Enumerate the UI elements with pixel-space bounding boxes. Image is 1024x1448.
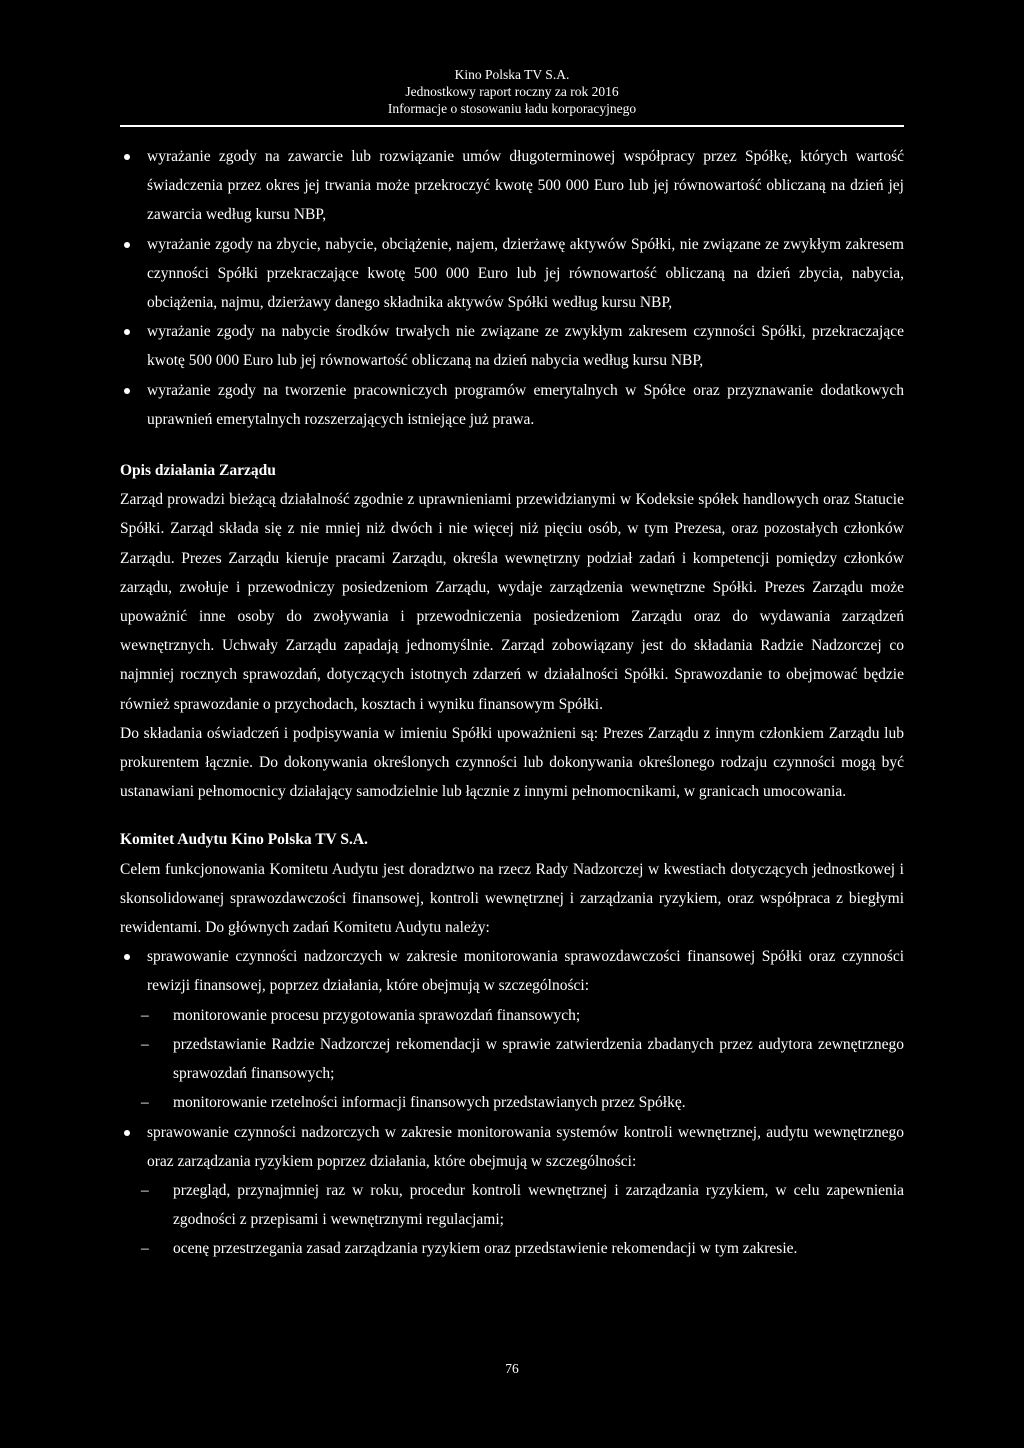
list-item [120, 942, 904, 1117]
zarzad-section-title: Opis działania Zarządu [120, 462, 276, 480]
komitet-intro: Celem funkcjonowania Komitetu Audytu jest doradztwo na rzecz Rady Nadzorczej w kwestiach dotyczących jednostkowej i skonsolidowanej sprawozdawczości finansowej, kontroli wewnętrznej i zarządzania ryzykiem, oraz współpraca z biegłymi rewidentami. Do głównych zadań Komitetu Audytu należy: [120, 860, 904, 937]
list-item: wyrażanie zgody na zbycie, nabycie, obciążenie, najem, dzierżawę aktywów Spółki, nie związane ze zwykłym zakresem czynności Spółki przekraczające kwotę 500 000 Euro lub jej równowartość obliczaną na dzień zbycia, nabycia, obciążenia, najmu, dzierżawy danego składnika aktywów Spółki według kursu NBP, [120, 230, 904, 318]
list-item [120, 1118, 904, 1264]
list-item: wyrażanie zgody na tworzenie pracowniczych programów emerytalnych w Spółce oraz przyznawanie dodatkowych uprawnień emerytalnych rozszerzających istniejące już prawa. [120, 376, 904, 434]
komitet-task-1-sublist [147, 1001, 904, 1118]
page-header [120, 66, 904, 117]
sub-list-item: – ocenę przestrzegania zasad zarządzania ryzykiem oraz przedstawienie rekomendacji w tym zakresie. [147, 1234, 904, 1263]
komitet-task-1: sprawowanie czynności nadzorczych w zakresie monitorowania sprawozdawczości finansowej Spółki oraz czynności rewizji finansowej, poprzez działania, które obejmują w szczególności: [147, 948, 904, 995]
sub-list-item: – monitorowanie procesu przygotowania sprawozdań finansowych; [147, 1001, 904, 1030]
page-content [120, 142, 904, 1264]
header-section-title: Informacje o stosowaniu ładu korporacyjnego [387, 101, 637, 116]
zarzad-paragraph-2: Do składania oświadczeń i podpisywania w imieniu Spółki upoważnieni są: Prezes Zarządu z innym członkiem Zarządu lub prokurentem łącznie. Do dokonywania określonych czynności lub dokonywania określonego rodzaju czynności mogą być ustanawiani pełnomocnicy działający samodzielnie lub łącznie z innymi pełnomocnikami, w granicach umocowania. [120, 724, 904, 801]
komitet-tasks-list [120, 942, 904, 1263]
header-rule [120, 125, 904, 127]
sub-list-item: – przedstawianie Radzie Nadzorczej rekomendacji w sprawie zatwierdzenia zbadanych przez audytora zewnętrznego sprawozdań finansowych; [147, 1030, 904, 1088]
page-number: 76 [505, 1361, 519, 1376]
zarzad-paragraph-1: Zarząd prowadzi bieżącą działalność zgodnie z uprawnieniami przewidzianymi w Kodeksie spółek handlowych oraz Statucie Spółki. Zarząd składa się z nie mniej niż dwóch i nie więcej niż pięciu osób, w tym Prezesa, oraz pozostałych członków Zarządu. Prezes Zarządu kieruje pracami Zarządu, określa wewnętrzny podział zadań i kompetencji pomiędzy członków zarządu, zwołuje i przewodniczy posiedzeniom Zarządu, wydaje zarządzenia wewnętrzne Spółki. Prezes Zarządu może upoważnić inne osoby do zwoływania i przewodniczenia posiedzeniom Zarządu oraz do wydawania zarządzeń wewnętrznych. Uchwały Zarządu zapadają jednomyślnie. Zarząd zobowiązany jest do składania Radzie Nadzorczej co najmniej rocznych sprawozdań, dotyczących istotnych zdarzeń w działalności Spółki. Sprawozdanie to obejmować będzie również sprawozdanie o przychodach, kosztach i wyniku finansowym Spółki. [120, 491, 904, 713]
list-item: wyrażanie zgody na zawarcie lub rozwiązanie umów długoterminowej współpracy przez Spółkę, których wartość świadczenia przez okres jej trwania może przekroczyć kwotę 500 000 Euro lub jej równowartość obliczaną na dzień jej zawarcia według kursu NBP, [120, 142, 904, 230]
header-report-title: Jednostkowy raport roczny za rok 2016 [405, 84, 619, 99]
komitet-task-2: sprawowanie czynności nadzorczych w zakresie monitorowania systemów kontroli wewnętrznej, audytu wewnętrznego oraz zarządzania ryzykiem poprzez działania, które obejmują w szczególności: [147, 1123, 904, 1170]
list-item: wyrażanie zgody na nabycie środków trwałych nie związane ze zwykłym zakresem czynności Spółki, przekraczające kwotę 500 000 Euro lub jej równowartość obliczaną na dzień nabycia według kursu NBP, [120, 317, 904, 375]
sub-list-item: – przegląd, przynajmniej raz w roku, procedur kontroli wewnętrznej i zarządzania ryzykiem, w celu zapewnienia zgodności z przepisami i wewnętrznymi regulacjami; [147, 1176, 904, 1234]
header-company: Kino Polska TV S.A. [454, 67, 570, 82]
sub-list-item: – monitorowanie rzetelności informacji finansowych przedstawianych przez Spółkę. [147, 1088, 904, 1117]
rada-competences-list [120, 142, 904, 434]
komitet-task-2-sublist [147, 1176, 904, 1264]
komitet-section-title: Komitet Audytu Kino Polska TV S.A. [120, 831, 368, 849]
